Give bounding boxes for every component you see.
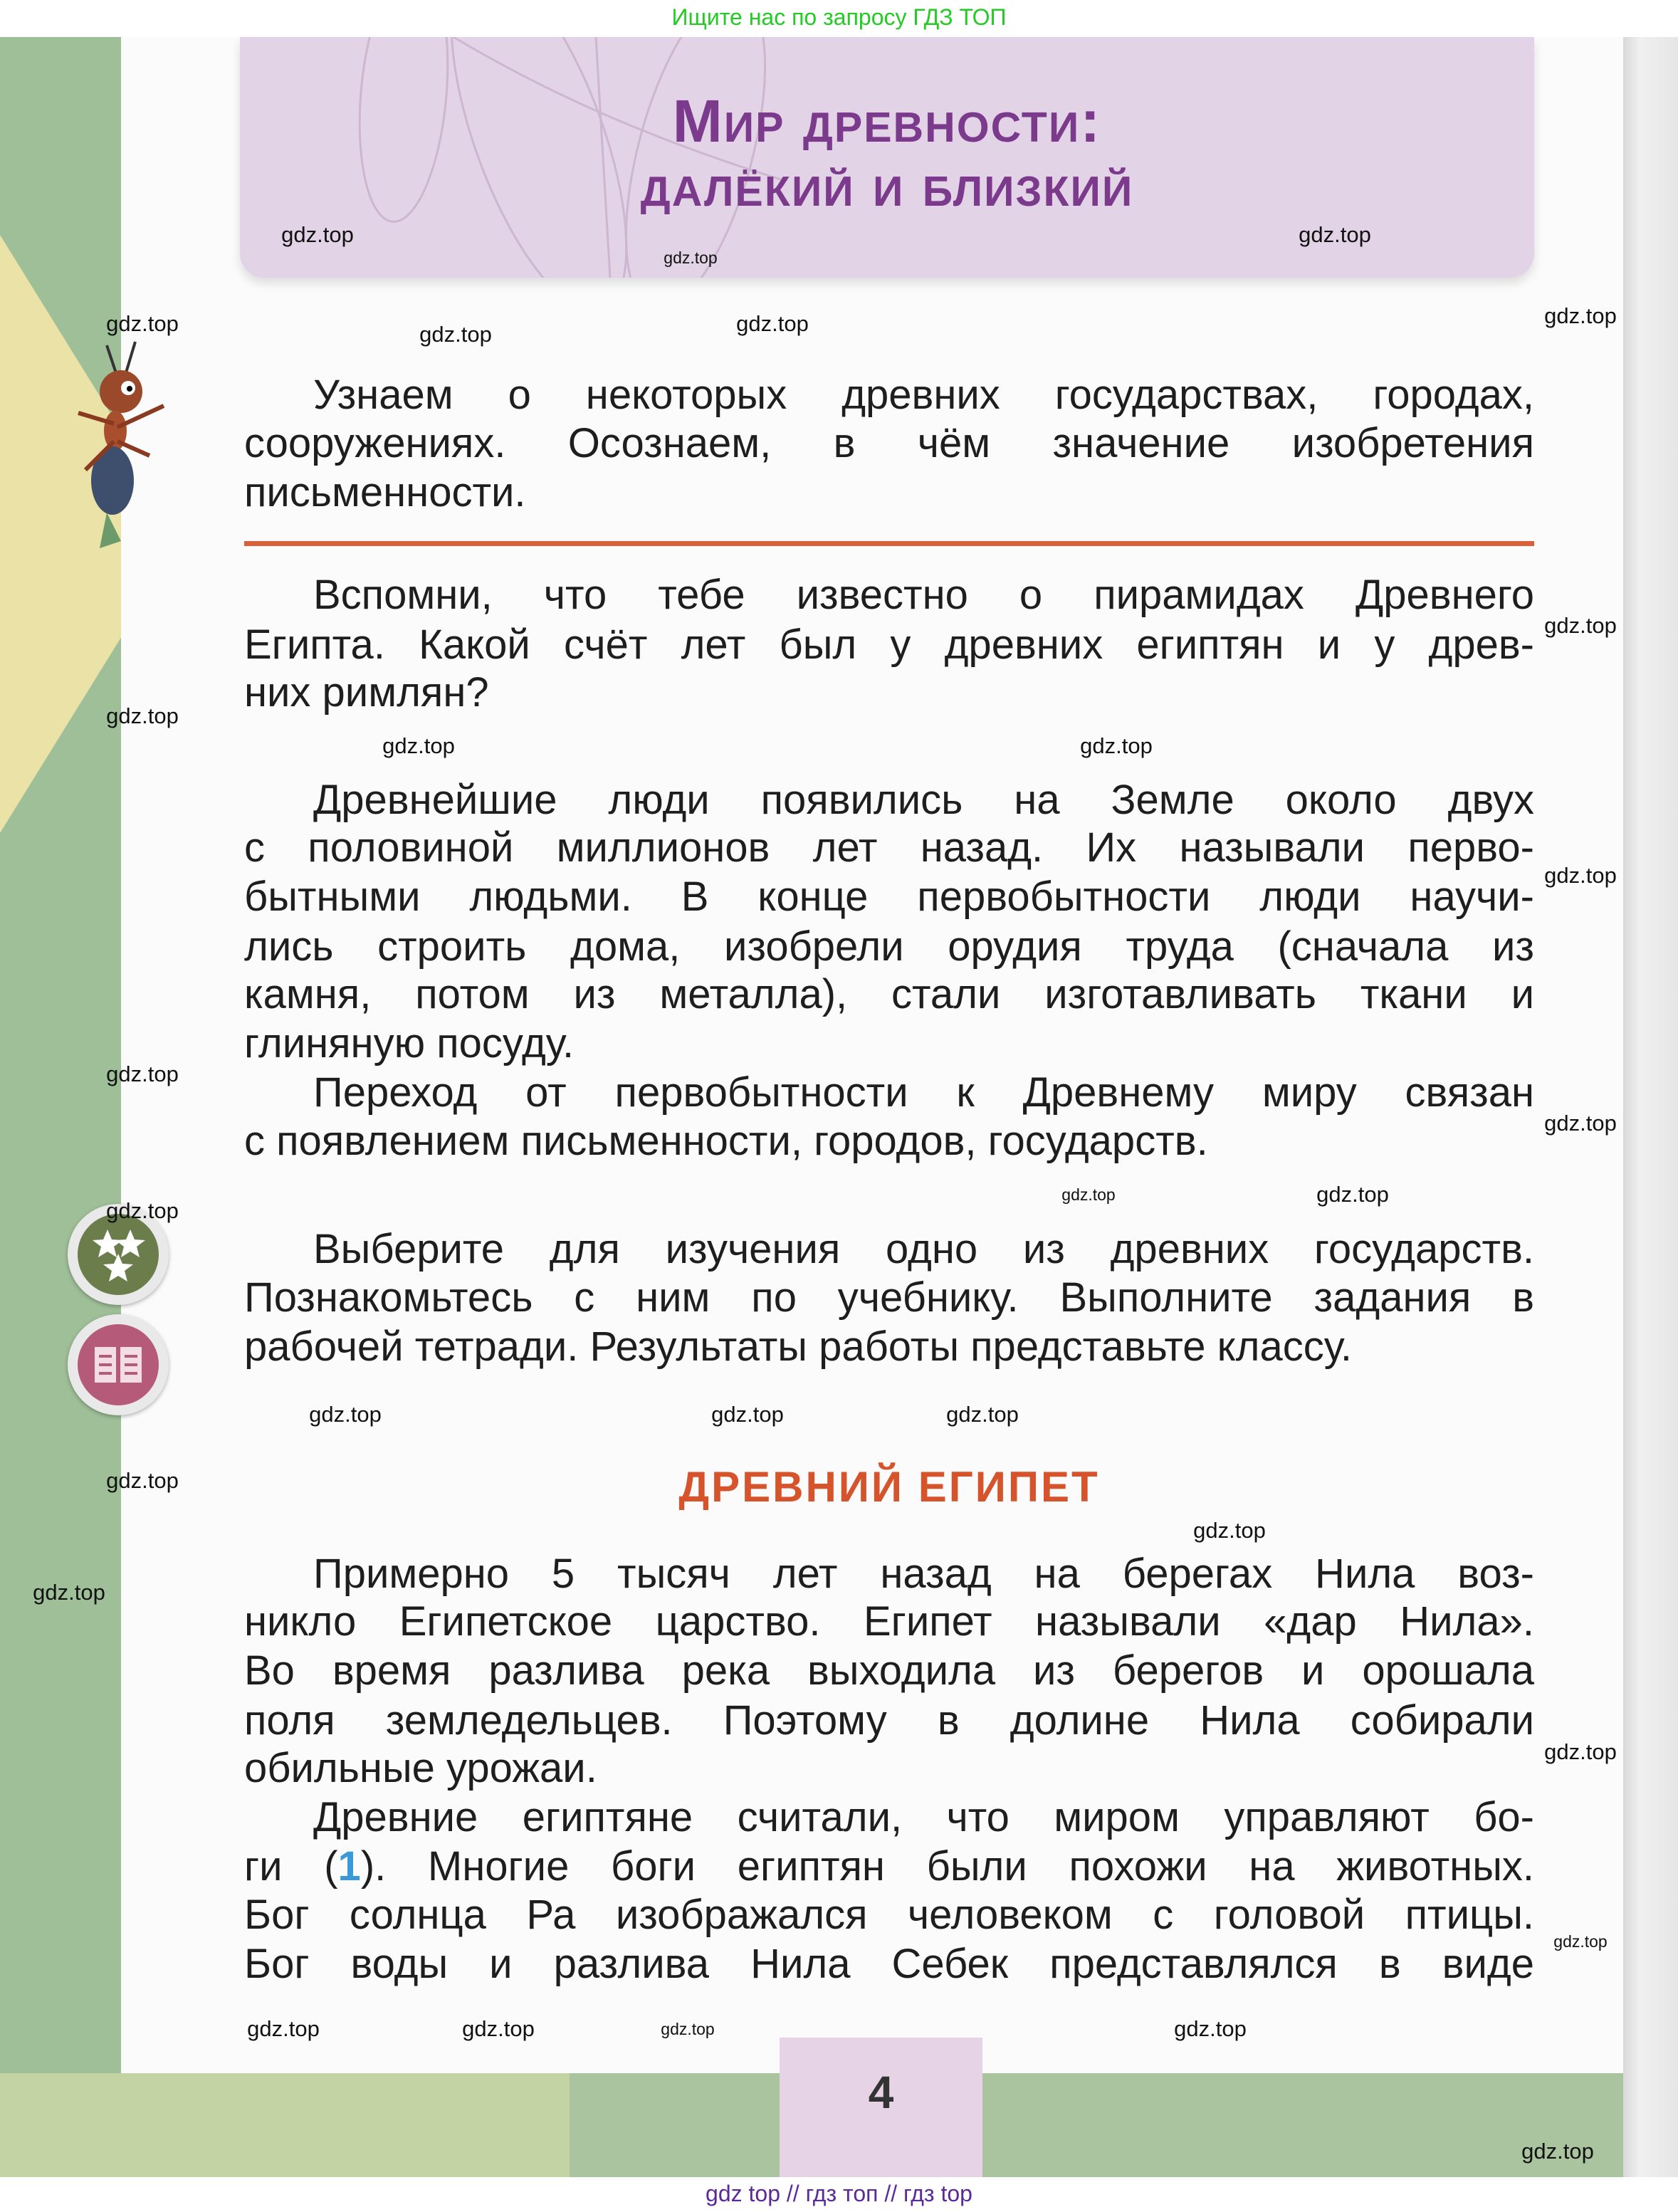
page-number-tab xyxy=(780,2038,982,2177)
text-line: Переход от первобытности к Древнему миру связан xyxy=(313,1069,1534,1116)
text-line: обильные урожаи. xyxy=(244,1745,597,1791)
text-line: Во время разлива река выходила из берегов и орошала xyxy=(244,1647,1534,1694)
watermark-text: gdz.top xyxy=(33,1580,105,1605)
text-line: них римлян? xyxy=(244,669,489,716)
watermark-text: gdz.top xyxy=(382,733,455,758)
watermark-text: gdz.top xyxy=(1080,733,1153,758)
text-line: камня, потом из металла), стали изготавливать ткани и xyxy=(244,971,1534,1017)
watermark-text: gdz.top xyxy=(106,703,179,728)
section-divider xyxy=(244,541,1534,546)
top-banner-text: Ищите нас по запросу ГДЗ ТОП xyxy=(671,4,1007,30)
text-line: поля земледельцев. Поэтому в долине Нила собирали xyxy=(244,1697,1534,1744)
text-line: Древнейшие люди появились на Земле около двух xyxy=(313,777,1534,823)
text-segment: ги ( xyxy=(244,1843,338,1889)
chapter-title-line-1: Мир древности: xyxy=(672,88,1102,154)
watermark-text: gdz.top xyxy=(247,2016,320,2041)
chapter-title-line-2: далёкий и близкий xyxy=(640,152,1134,219)
watermark-text: gdz.top xyxy=(711,1402,784,1427)
text-line: письменности. xyxy=(244,469,526,515)
watermark-text: gdz.top xyxy=(106,311,179,336)
watermark-text: gdz.top xyxy=(1544,613,1617,638)
section-heading: ДРЕВНИЙ ЕГИПЕТ xyxy=(678,1463,1100,1511)
workbook-badge xyxy=(68,1314,169,1415)
text-line: Примерно 5 тысяч лет назад на берегах Нила воз- xyxy=(313,1551,1534,1597)
text-line: сооружениях. Осознаем, в чём значение изобретения xyxy=(244,420,1534,466)
watermark-text: gdz.top xyxy=(1174,2016,1247,2041)
watermark-text: gdz.top xyxy=(661,2020,715,2038)
book-spine-strip xyxy=(1623,37,1678,2177)
text-line: бытными людьми. В конце первобытности люди научи- xyxy=(244,874,1534,920)
top-banner xyxy=(0,0,1678,37)
text-line: рабочей тетради. Результаты работы представьте классу. xyxy=(244,1323,1353,1370)
text-line: Вспомни, что тебе известно о пирамидах Древнего xyxy=(313,572,1534,618)
watermark-text: gdz.top xyxy=(1544,1739,1617,1764)
watermark-text: gdz.top xyxy=(462,2016,535,2041)
watermark-text: gdz.top xyxy=(1061,1185,1116,1204)
text-line: глиняную посуду. xyxy=(244,1020,575,1066)
watermark-text: gdz.top xyxy=(736,311,809,336)
bottom-decor-leaves xyxy=(0,2073,570,2177)
text-line xyxy=(244,1844,1534,1889)
watermark-text: gdz.top xyxy=(419,322,492,347)
text-line: Бог солнца Ра изображался человеком с головой птицы. xyxy=(244,1892,1534,1938)
text-line: Познакомьтесь с ним по учебнику. Выполните задания в xyxy=(244,1274,1534,1321)
watermark-text: gdz.top xyxy=(1316,1182,1389,1207)
watermark-text: gdz.top xyxy=(281,222,354,247)
watermark-text: gdz.top xyxy=(1544,863,1617,888)
watermark-text: gdz.top xyxy=(1544,1111,1617,1136)
ant-mascot-icon xyxy=(57,335,192,562)
text-line: лись строить дома, изобрели орудия труда (сначала из xyxy=(244,923,1534,970)
text-line: с появлением письменности, городов, государств. xyxy=(244,1118,1208,1164)
watermark-text: gdz.top xyxy=(106,1468,179,1493)
watermark-text: gdz.top xyxy=(106,1062,179,1086)
watermark-text: gdz.top xyxy=(1521,2139,1594,2164)
text-line: Выберите для изучения одно из древних государств. xyxy=(313,1226,1534,1272)
watermark-text: gdz.top xyxy=(1544,303,1617,328)
watermark-text: gdz.top xyxy=(309,1402,382,1427)
text-line: Египта. Какой счёт лет был у древних египтян и у древ- xyxy=(244,622,1534,668)
stars-icon xyxy=(78,1214,159,1295)
bottom-banner xyxy=(0,2177,1678,2212)
watermark-text: gdz.top xyxy=(1553,1932,1608,1951)
text-line: никло Египетское царство. Египет называли «дар Нила». xyxy=(244,1598,1534,1645)
text-line: Узнаем о некоторых древних государствах, городах, xyxy=(313,372,1534,418)
watermark-text: gdz.top xyxy=(664,248,718,267)
text-segment: ). Многие боги египтян были похожи на животных. xyxy=(360,1843,1534,1889)
text-line: Бог воды и разлива Нила Себек представлялся в виде xyxy=(244,1941,1534,1987)
watermark-text: gdz.top xyxy=(106,1198,179,1223)
text-line: Древние египтяне считали, что миром управляют бо- xyxy=(313,1794,1534,1840)
watermark-text: gdz.top xyxy=(946,1402,1019,1427)
text-line: с половиной миллионов лет назад. Их называли перво- xyxy=(244,824,1534,871)
bottom-banner-text: gdz top // гдз топ // гдз top xyxy=(706,2181,972,2206)
watermark-text: gdz.top xyxy=(1299,222,1371,247)
watermark-text: gdz.top xyxy=(1193,1518,1266,1543)
figure-reference: 1 xyxy=(337,1843,361,1889)
book-icon xyxy=(78,1324,159,1405)
page-number: 4 xyxy=(868,2067,894,2118)
